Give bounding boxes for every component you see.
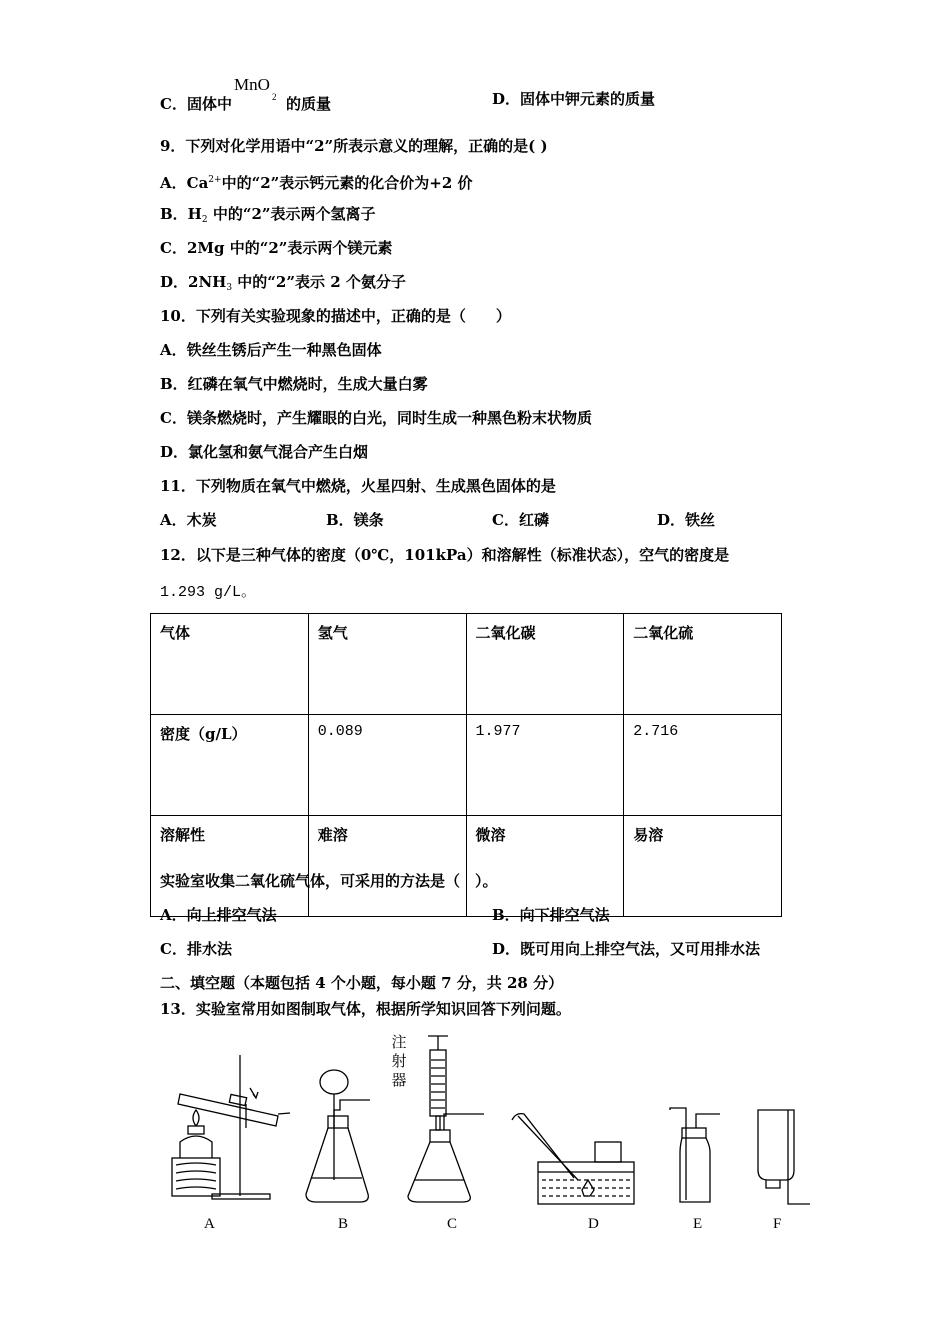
q11-option-b: B．镁条	[326, 511, 384, 529]
q11-stem: 11．下列物质在氧气中燃烧，火星四射、生成黑色固体的是	[160, 477, 556, 495]
table-cell: 微溶	[466, 816, 624, 917]
apparatus-d	[512, 1114, 634, 1204]
figure-label-e: E	[693, 1216, 703, 1232]
table-header-row	[151, 614, 782, 715]
q13-stem: 13．实验室常用如图制取气体，根据所学知识回答下列问题。	[160, 1000, 571, 1018]
apparatus-c	[408, 1036, 484, 1202]
apparatus-f	[758, 1110, 810, 1204]
table-row-density	[151, 715, 782, 816]
apparatus-e	[670, 1108, 720, 1202]
mno2-formula: MnO 2	[233, 75, 277, 102]
q10-option-a: A．铁丝生锈后产生一种黑色固体	[160, 341, 382, 359]
syringe-label-char: 射	[391, 1052, 407, 1070]
table-cell: 难溶	[308, 816, 466, 917]
lab-apparatus-figure	[150, 1030, 815, 1215]
figure-label-f: F	[773, 1216, 782, 1232]
table-row-label: 密度（g/L）	[151, 715, 309, 816]
q8-option-c: C．固体中 MnO 2 的质量	[160, 75, 331, 113]
syringe-label-char: 器	[391, 1071, 407, 1089]
figure-label-d: D	[588, 1216, 599, 1232]
figure-label-a: A	[204, 1216, 215, 1232]
q9-stem: 9．下列对化学用语中“2”所表示意义的理解，正确的是( )	[160, 137, 548, 155]
q12-option-a: A．向上排空气法	[160, 906, 277, 924]
figure-label-b: B	[338, 1216, 349, 1232]
q12-option-c: C．排水法	[160, 940, 232, 958]
q12-option-d: D．既可用向上排空气法，又可用排水法	[492, 940, 761, 958]
table-header-cell: 二氧化碳	[466, 614, 624, 715]
table-header-cell: 氢气	[308, 614, 466, 715]
q10-option-c: C．镁条燃烧时，产生耀眼的白光，同时生成一种黑色粉末状物质	[160, 409, 592, 427]
q12-stem: 12．以下是三种气体的密度（0℃，101kPa）和溶解性（标准状态），空气的密度是	[160, 546, 730, 564]
table-row-label: 溶解性	[151, 816, 309, 917]
apparatus-b	[306, 1070, 370, 1202]
q11-option-a: A．木炭	[160, 511, 217, 529]
q12-stem-air-density: 1.293 g/L。	[160, 584, 257, 601]
q12-question: 实验室收集二氧化硫气体，可采用的方法是（ ）。	[160, 872, 498, 890]
section-title: 二、填空题（本题包括 4 个小题，每小题 7 分，共 28 分）	[160, 974, 564, 992]
q11-option-d: D．铁丝	[657, 511, 716, 529]
q10-option-d: D．氯化氢和氨气混合产生白烟	[160, 443, 369, 461]
q9-option-b: B．$H_2$ 中的“2”表示两个氢离子	[160, 205, 376, 225]
q10-stem: 10．下列有关实验现象的描述中，正确的是（ ）	[160, 307, 511, 325]
q10-option-b: B．红磷在氧气中燃烧时，生成大量白雾	[160, 375, 428, 393]
table-cell: 2.716	[624, 715, 782, 816]
table-cell: 易溶	[624, 816, 782, 917]
apparatus-a	[172, 1055, 290, 1199]
syringe-label-char: 注	[391, 1033, 407, 1051]
q11-option-c: C．红磷	[492, 511, 549, 529]
table-header-cell: 气体	[151, 614, 309, 715]
q9-option-c: C．2Mg 中的“2”表示两个镁元素	[160, 239, 393, 257]
table-cell: 0.089	[308, 715, 466, 816]
q12-option-b: B．向下排空气法	[492, 906, 610, 924]
table-cell: 1.977	[466, 715, 624, 816]
q9-option-a: A．$Ca^{2+}$中的“2”表示钙元素的化合价为+2 价	[160, 174, 473, 192]
q8-option-d: D．固体中钾元素的质量	[492, 90, 656, 108]
table-header-cell: 二氧化硫	[624, 614, 782, 715]
table-row-solubility	[151, 816, 782, 917]
q9-option-d: D．$2NH_3$ 中的“2”表示 2 个氨分子	[160, 273, 406, 293]
figure-label-c: C	[447, 1216, 458, 1232]
